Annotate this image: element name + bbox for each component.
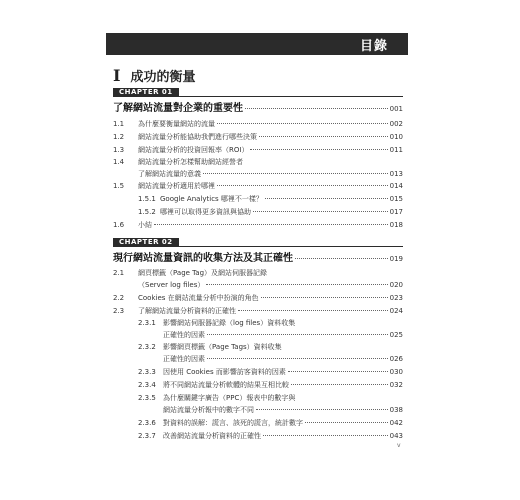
chapter-title: 了解網站流量對企業的重要性 xyxy=(113,103,243,114)
leader-dots xyxy=(288,371,388,372)
entry-text: 網站流量分析能協助我們進行哪些決策 xyxy=(138,133,257,141)
page-number: 043 xyxy=(389,432,403,440)
leader-dots xyxy=(261,297,388,298)
toc-entry[interactable] xyxy=(138,207,403,217)
entry-text: 網站流量分析怎樣幫助網站經營者 xyxy=(138,158,243,166)
entry-text: Google Analytics 哪裡不一樣？ xyxy=(160,195,263,203)
leader-dots xyxy=(154,224,388,225)
toc-entry[interactable] xyxy=(113,132,403,142)
entry-text-continued: 正確性的因素 xyxy=(163,331,205,339)
folio: v xyxy=(397,442,401,449)
toc-entry[interactable] xyxy=(113,145,403,155)
header-banner xyxy=(106,33,408,55)
section-number: 1.3 xyxy=(113,146,125,154)
leader-dots xyxy=(206,284,387,285)
chapter-title-row[interactable] xyxy=(113,99,403,114)
toc-entry-first-line[interactable] xyxy=(138,318,295,328)
page-number: 026 xyxy=(389,355,403,363)
leader-dots xyxy=(245,108,388,109)
leader-dots xyxy=(250,149,387,150)
entry-text: 對資料的誤解：謊言、該死的謊言，統計數字 xyxy=(163,419,303,427)
entry-text-continued: 了解網站流量的意義 xyxy=(138,170,201,178)
leader-dots xyxy=(305,422,388,423)
toc-entry-continuation[interactable] xyxy=(163,330,403,340)
chapter-tag: CHAPTER 01 xyxy=(113,88,179,97)
toc-entry-first-line[interactable] xyxy=(113,157,243,167)
toc-entry[interactable] xyxy=(138,431,403,441)
section-number: 1.5.2 xyxy=(138,208,156,216)
section-number: 1.5.1 xyxy=(138,195,156,203)
leader-dots xyxy=(263,435,388,436)
chapter-title-row[interactable] xyxy=(113,249,403,264)
chapter-tag: CHAPTER 02 xyxy=(113,238,179,247)
page-number: 032 xyxy=(389,381,403,389)
toc-entry[interactable] xyxy=(113,181,403,191)
section-number: 2.3.4 xyxy=(138,381,156,389)
toc-entry-continuation[interactable] xyxy=(138,169,403,179)
part-heading xyxy=(113,66,196,85)
entry-text: 影響網頁標籤（Page Tags）資料收集 xyxy=(163,343,282,351)
toc-entry[interactable] xyxy=(113,306,403,316)
leader-dots xyxy=(207,358,388,359)
page-number: 014 xyxy=(389,182,403,190)
chapter-rule xyxy=(113,246,403,247)
entry-text-continued: （Server log files） xyxy=(138,281,205,289)
entry-text: 了解網站流量分析資料的正確性 xyxy=(138,307,236,315)
chapter-title: 現行網站流量資訊的收集方法及其正確性 xyxy=(113,253,293,264)
page-number: 023 xyxy=(389,294,403,302)
toc-entry-first-line[interactable] xyxy=(138,342,282,352)
entry-text-continued: 網站流量分析報中的數字不同 xyxy=(163,406,254,414)
page-number: 024 xyxy=(389,307,403,315)
leader-dots xyxy=(217,185,388,186)
section-number: 2.3.7 xyxy=(138,432,156,440)
page-number: 030 xyxy=(389,368,403,376)
toc-entry-continuation[interactable] xyxy=(138,280,403,290)
page-number: 013 xyxy=(389,170,403,178)
page-number: 015 xyxy=(389,195,403,203)
toc-entry[interactable] xyxy=(113,220,403,230)
section-number: 2.3 xyxy=(113,307,125,315)
page-number: 025 xyxy=(389,331,403,339)
page-number: 019 xyxy=(389,255,403,263)
page-number: 038 xyxy=(389,406,403,414)
entry-text: 哪裡可以取得更多資訊與協助 xyxy=(160,208,251,216)
leader-dots xyxy=(259,136,388,137)
entry-text: 因使用 Cookies 而影響訪客資料的因素 xyxy=(163,368,286,376)
entry-text: 將不同網站流量分析軟體的結果互相比較 xyxy=(163,381,289,389)
entry-text: 為什麼要衡量網站的流量 xyxy=(138,120,215,128)
entry-text: 改善網站流量分析資料的正確性 xyxy=(163,432,261,440)
page-title: 目錄 xyxy=(359,39,388,54)
leader-dots xyxy=(295,258,388,259)
section-number: 2.2 xyxy=(113,294,125,302)
page-number: 011 xyxy=(389,146,403,154)
leader-dots xyxy=(238,310,388,311)
toc-entry[interactable] xyxy=(138,380,403,390)
section-number: 1.2 xyxy=(113,133,125,141)
toc-entry[interactable] xyxy=(138,418,403,428)
section-number: 2.3.1 xyxy=(138,319,156,327)
leader-dots xyxy=(291,384,388,385)
entry-text: 網站流量分析適用於哪裡 xyxy=(138,182,215,190)
entry-text: 為什麼關鍵字廣告（PPC）報表中的數字與 xyxy=(163,394,296,402)
part-title: 成功的衡量 xyxy=(130,70,196,85)
entry-text: Cookies 在網站流量分析中扮演的角色 xyxy=(138,294,259,302)
section-number: 1.6 xyxy=(113,221,125,229)
section-number: 2.3.5 xyxy=(138,394,156,402)
leader-dots xyxy=(256,409,388,410)
leader-dots xyxy=(253,211,388,212)
leader-dots xyxy=(265,198,388,199)
page-number: 020 xyxy=(389,281,403,289)
toc-entry-first-line[interactable] xyxy=(138,393,295,403)
leader-dots xyxy=(207,334,388,335)
toc-entry[interactable] xyxy=(138,367,403,377)
leader-dots xyxy=(217,123,388,124)
toc-entry-first-line[interactable] xyxy=(113,268,267,278)
page-number: 042 xyxy=(389,419,403,427)
section-number: 2.3.6 xyxy=(138,419,156,427)
section-number: 2.3.3 xyxy=(138,368,156,376)
page-number: 001 xyxy=(389,105,403,113)
section-number: 1.5 xyxy=(113,182,125,190)
page-number: 017 xyxy=(389,208,403,216)
part-number: I xyxy=(113,66,121,85)
entry-text: 小結 xyxy=(138,221,152,229)
section-number: 1.4 xyxy=(113,158,125,166)
leader-dots xyxy=(203,173,388,174)
entry-text: 網頁標籤（Page Tag）及網站伺服器記錄 xyxy=(138,269,268,277)
chapter-rule xyxy=(113,96,403,97)
toc-entry[interactable] xyxy=(113,119,403,129)
entry-text: 影響網站伺服器記錄（log files）資料收集 xyxy=(163,319,296,327)
page-number: 018 xyxy=(389,221,403,229)
section-number: 2.3.2 xyxy=(138,343,156,351)
section-number: 2.1 xyxy=(113,269,125,277)
entry-text: 網站流量分析的投資回報率（ROI） xyxy=(138,146,249,154)
toc-entry-continuation[interactable] xyxy=(163,405,403,415)
page-number: 010 xyxy=(389,133,403,141)
toc-entry-continuation[interactable] xyxy=(163,354,403,364)
page-number: 002 xyxy=(389,120,403,128)
entry-text-continued: 正確性的因素 xyxy=(163,355,205,363)
toc-entry[interactable] xyxy=(113,293,403,303)
toc-entry[interactable] xyxy=(138,194,403,204)
section-number: 1.1 xyxy=(113,120,125,128)
